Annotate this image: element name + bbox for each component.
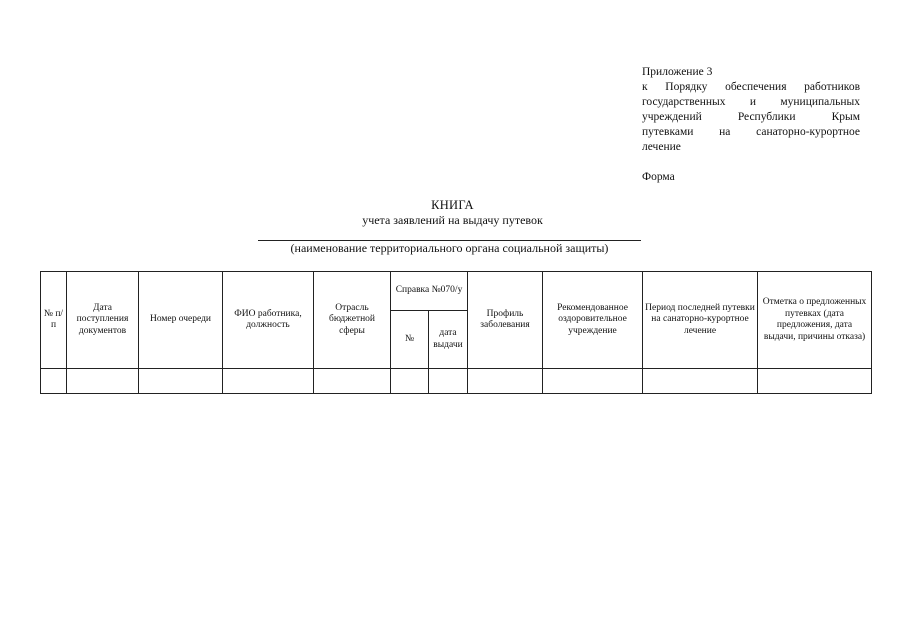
appendix-block [642, 65, 860, 185]
col-header-certificate-number: № [391, 311, 429, 369]
table-cell [429, 369, 468, 394]
appendix-line-2: к Порядку обеспечения работников [642, 81, 860, 93]
col-header-employee: ФИО работника, должность [223, 272, 314, 369]
col-header-certificate: Справка №070/у [391, 272, 468, 311]
table-row [41, 369, 872, 394]
appendix-line-6: лечение [642, 141, 681, 153]
col-header-offered-trips-note: Отметка о предложенных путевках (дата предложения, дата выдачи, причины отказа) [758, 272, 872, 369]
col-header-number: № п/п [41, 272, 67, 369]
col-header-certificate-date: дата выдачи [429, 311, 468, 369]
table-header-row [41, 272, 872, 311]
org-name-caption: (наименование территориального органа социальной защиты) [290, 241, 609, 255]
table-cell [41, 369, 67, 394]
appendix-line-5: путевками на санаторно-курортное [642, 126, 860, 138]
table-cell [643, 369, 758, 394]
col-header-last-trip-period: Период последней путевки на санаторно-курортное лечение [643, 272, 758, 369]
col-header-date-received: Дата поступления документов [67, 272, 139, 369]
table-cell [223, 369, 314, 394]
table-cell [543, 369, 643, 394]
col-header-disease-profile: Профиль заболевания [468, 272, 543, 369]
appendix-line-3: государственных и муниципальных [642, 96, 860, 108]
table-cell [391, 369, 429, 394]
col-header-queue-number: Номер очереди [139, 272, 223, 369]
appendix-line-4: учреждений Республики Крым [642, 111, 860, 123]
col-header-recommended-facility: Рекомендованное оздоровительное учреждение [543, 272, 643, 369]
form-label: Форма [642, 171, 675, 183]
document-title: КНИГА [431, 198, 474, 212]
table-cell [468, 369, 543, 394]
appendix-line-1: Приложение 3 [642, 66, 713, 78]
table-cell [758, 369, 872, 394]
applications-journal-table [40, 271, 872, 394]
table-cell [67, 369, 139, 394]
table-cell [314, 369, 391, 394]
document-subtitle: учета заявлений на выдачу путевок [362, 213, 543, 227]
col-header-budget-sector: Отрасль бюджетной сферы [314, 272, 391, 369]
table-cell [139, 369, 223, 394]
